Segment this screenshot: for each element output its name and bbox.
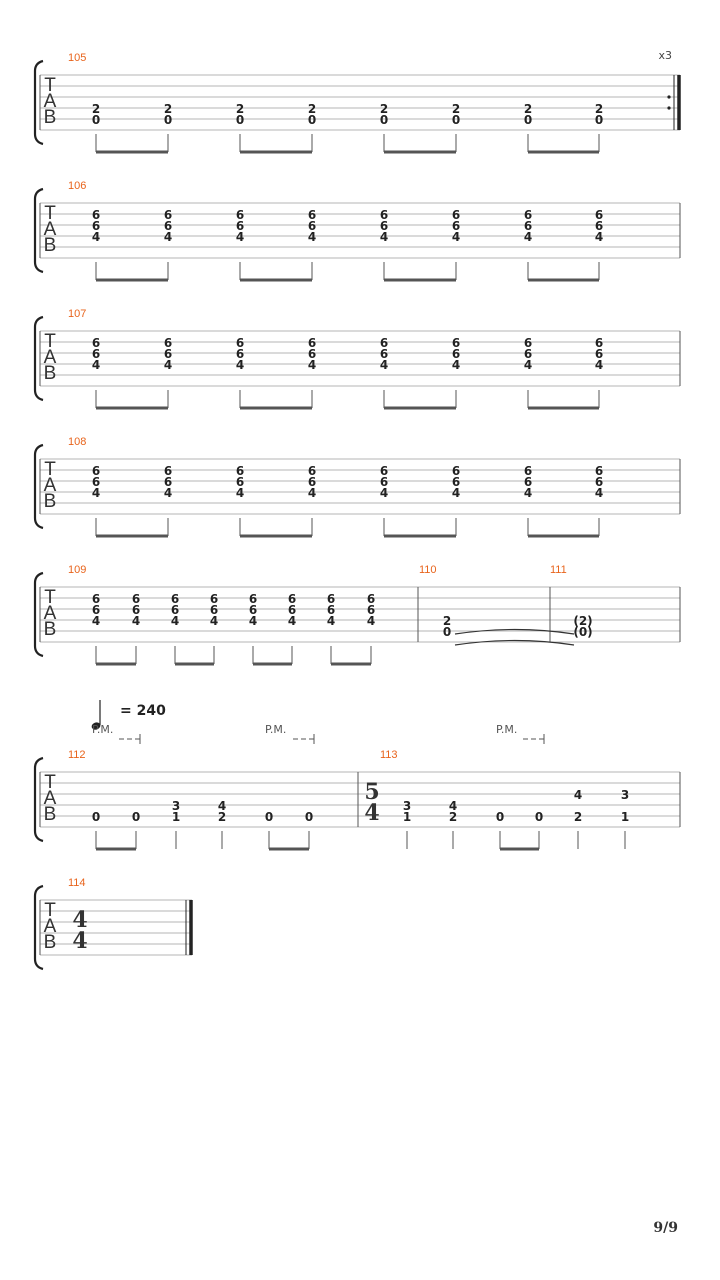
fret-number: 0 xyxy=(163,113,173,127)
palm-mute-label: P.M. xyxy=(265,723,287,736)
system-bracket xyxy=(35,189,43,272)
palm-mute-label: P.M. xyxy=(496,723,518,736)
tab-clef-letter: B xyxy=(43,619,57,640)
fret-number: 6 xyxy=(523,219,533,233)
fret-number: 2 xyxy=(448,810,458,824)
staff-system-4 xyxy=(35,436,680,536)
fret-number: 6 xyxy=(594,475,604,489)
fret-number: 6 xyxy=(451,219,461,233)
fret-number: 6 xyxy=(163,208,173,222)
tab-clef-letter: B xyxy=(43,932,57,953)
time-signature-top: 4 xyxy=(72,907,88,933)
bar-number: 107 xyxy=(68,308,87,320)
tab-clef-letter: A xyxy=(43,219,57,240)
system-bracket xyxy=(35,61,43,144)
fret-number: 0 xyxy=(495,810,505,824)
tab-clef-letter: B xyxy=(43,107,57,128)
fret-number: 2 xyxy=(523,102,533,116)
fret-number: 0 xyxy=(304,810,314,824)
fret-number: 4 xyxy=(451,358,461,372)
fret-number: 6 xyxy=(523,347,533,361)
fret-number: 6 xyxy=(307,208,317,222)
time-signature-top: 5 xyxy=(364,779,380,805)
fret-number: 4 xyxy=(307,486,317,500)
fret-number: 2 xyxy=(235,102,245,116)
fret-number: 6 xyxy=(594,347,604,361)
fret-number: 2 xyxy=(217,810,227,824)
fret-number: 6 xyxy=(235,336,245,350)
page-number: 9/9 xyxy=(653,1220,678,1236)
fret-number: 4 xyxy=(523,486,533,500)
fret-number: 6 xyxy=(379,464,389,478)
fret-number: 1 xyxy=(620,810,630,824)
fret-number: 6 xyxy=(91,336,101,350)
fret-number: 6 xyxy=(235,208,245,222)
tab-clef-letter: A xyxy=(43,91,57,112)
fret-number: 4 xyxy=(131,614,141,628)
fret-number: 3 xyxy=(620,788,630,802)
fret-number: 6 xyxy=(235,475,245,489)
fret-number: 0 xyxy=(442,625,452,639)
bar-number: 108 xyxy=(68,436,87,448)
fret-number: 4 xyxy=(235,486,245,500)
fret-number: 6 xyxy=(235,347,245,361)
fret-number: 6 xyxy=(379,336,389,350)
fret-number: 6 xyxy=(379,475,389,489)
fret-number: 6 xyxy=(307,219,317,233)
tab-clef-letter: T xyxy=(44,900,56,921)
fret-number: 0 xyxy=(451,113,461,127)
fret-number: 4 xyxy=(91,358,101,372)
tie-arc xyxy=(455,641,574,646)
fret-number: 6 xyxy=(170,603,180,617)
fret-number: 2 xyxy=(442,614,452,628)
tab-clef-letter: A xyxy=(43,603,57,624)
fret-number: 6 xyxy=(91,603,101,617)
tab-clef-letter: A xyxy=(43,475,57,496)
fret-number: 2 xyxy=(307,102,317,116)
fret-number: 6 xyxy=(307,347,317,361)
tempo-value: = 240 xyxy=(120,703,166,719)
fret-number: 4 xyxy=(523,230,533,244)
fret-number: 4 xyxy=(91,230,101,244)
fret-number: (2) xyxy=(573,614,593,628)
fret-number: 4 xyxy=(451,230,461,244)
fret-number: 0 xyxy=(379,113,389,127)
staff-system-7 xyxy=(35,877,192,969)
fret-number: 4 xyxy=(163,230,173,244)
fret-number: 6 xyxy=(209,603,219,617)
repeat-count: x3 xyxy=(658,49,672,62)
fret-number: 6 xyxy=(451,475,461,489)
fret-number: 4 xyxy=(594,358,604,372)
staff-system-6 xyxy=(35,749,680,849)
fret-number: 0 xyxy=(523,113,533,127)
tab-clef-letter: T xyxy=(44,459,56,480)
fret-number: 6 xyxy=(523,208,533,222)
fret-number: 4 xyxy=(379,358,389,372)
fret-number: 6 xyxy=(287,603,297,617)
tab-clef-letter: A xyxy=(43,788,57,809)
fret-number: 6 xyxy=(163,464,173,478)
fret-number: 3 xyxy=(402,799,412,813)
tab-clef-letter: T xyxy=(44,772,56,793)
fret-number: 6 xyxy=(91,208,101,222)
bar-number: 111 xyxy=(550,564,567,576)
fret-number: 6 xyxy=(248,592,258,606)
fret-number: 6 xyxy=(91,475,101,489)
fret-number: 0 xyxy=(235,113,245,127)
fret-number: 4 xyxy=(523,358,533,372)
fret-number: 0 xyxy=(534,810,544,824)
tab-clef-letter: T xyxy=(44,203,56,224)
fret-number: 4 xyxy=(209,614,219,628)
fret-number: 6 xyxy=(326,603,336,617)
fret-number: (0) xyxy=(573,625,593,639)
time-signature-bottom: 4 xyxy=(364,800,380,826)
fret-number: 1 xyxy=(171,810,181,824)
tab-clef-letter: T xyxy=(44,331,56,352)
staff-system-2 xyxy=(35,180,680,280)
staff-system-3 xyxy=(35,308,680,408)
fret-number: 6 xyxy=(451,464,461,478)
bar-number: 110 xyxy=(419,564,437,576)
system-bracket xyxy=(35,573,43,656)
palm-mute-label: P.M. xyxy=(92,723,114,736)
fret-number: 6 xyxy=(163,347,173,361)
time-signature-bottom: 4 xyxy=(72,928,88,954)
fret-number: 4 xyxy=(287,614,297,628)
fret-number: 6 xyxy=(209,592,219,606)
fret-number: 6 xyxy=(307,464,317,478)
repeat-dot xyxy=(667,95,670,98)
fret-number: 6 xyxy=(594,219,604,233)
palm-mute-marking xyxy=(265,723,314,744)
fret-number: 4 xyxy=(594,486,604,500)
fret-number: 6 xyxy=(91,464,101,478)
fret-number: 4 xyxy=(448,799,458,813)
fret-number: 4 xyxy=(379,486,389,500)
bar-number: 109 xyxy=(68,564,87,576)
fret-number: 2 xyxy=(91,102,101,116)
fret-number: 6 xyxy=(366,603,376,617)
tab-clef-letter: B xyxy=(43,235,57,256)
fret-number: 6 xyxy=(307,336,317,350)
fret-number: 4 xyxy=(235,230,245,244)
fret-number: 6 xyxy=(379,347,389,361)
tab-clef-letter: A xyxy=(43,916,57,937)
fret-number: 4 xyxy=(217,799,227,813)
fret-number: 2 xyxy=(163,102,173,116)
fret-number: 6 xyxy=(594,464,604,478)
fret-number: 6 xyxy=(235,219,245,233)
fret-number: 0 xyxy=(91,810,101,824)
fret-number: 4 xyxy=(248,614,258,628)
palm-mute-marking xyxy=(496,723,544,744)
fret-number: 4 xyxy=(170,614,180,628)
fret-number: 6 xyxy=(163,219,173,233)
tab-clef-letter: B xyxy=(43,804,57,825)
fret-number: 6 xyxy=(307,475,317,489)
fret-number: 6 xyxy=(131,592,141,606)
fret-number: 6 xyxy=(523,464,533,478)
palm-mute-marking xyxy=(92,723,140,744)
fret-number: 6 xyxy=(379,219,389,233)
fret-number: 0 xyxy=(91,113,101,127)
repeat-dot xyxy=(667,106,670,109)
fret-number: 3 xyxy=(171,799,181,813)
tie-arc xyxy=(455,630,574,635)
fret-number: 6 xyxy=(379,208,389,222)
fret-number: 0 xyxy=(594,113,604,127)
fret-number: 6 xyxy=(523,336,533,350)
fret-number: 4 xyxy=(235,358,245,372)
bar-number: 114 xyxy=(68,877,86,889)
tab-clef-letter: T xyxy=(44,75,56,96)
tab-clef-letter: T xyxy=(44,587,56,608)
fret-number: 6 xyxy=(451,336,461,350)
fret-number: 4 xyxy=(451,486,461,500)
system-bracket xyxy=(35,886,43,969)
fret-number: 0 xyxy=(307,113,317,127)
tab-clef-letter: B xyxy=(43,363,57,384)
fret-number: 6 xyxy=(170,592,180,606)
fret-number: 4 xyxy=(163,358,173,372)
fret-number: 0 xyxy=(131,810,141,824)
bar-number: 105 xyxy=(68,52,87,64)
fret-number: 4 xyxy=(91,614,101,628)
fret-number: 4 xyxy=(326,614,336,628)
fret-number: 6 xyxy=(91,347,101,361)
fret-number: 6 xyxy=(287,592,297,606)
fret-number: 6 xyxy=(594,336,604,350)
tab-clef-letter: B xyxy=(43,491,57,512)
fret-number: 6 xyxy=(523,475,533,489)
fret-number: 6 xyxy=(91,219,101,233)
bar-number: 106 xyxy=(68,180,87,192)
fret-number: 2 xyxy=(573,810,583,824)
fret-number: 6 xyxy=(594,208,604,222)
system-bracket xyxy=(35,317,43,400)
fret-number: 6 xyxy=(163,336,173,350)
fret-number: 4 xyxy=(163,486,173,500)
system-bracket xyxy=(35,445,43,528)
fret-number: 2 xyxy=(451,102,461,116)
bar-number: 112 xyxy=(68,749,86,761)
fret-number: 4 xyxy=(379,230,389,244)
fret-number: 4 xyxy=(307,358,317,372)
fret-number: 6 xyxy=(366,592,376,606)
fret-number: 1 xyxy=(402,810,412,824)
staff-system-5 xyxy=(35,564,680,664)
fret-number: 2 xyxy=(594,102,604,116)
bar-number: 113 xyxy=(380,749,398,761)
fret-number: 6 xyxy=(451,208,461,222)
fret-number: 6 xyxy=(248,603,258,617)
fret-number: 6 xyxy=(235,464,245,478)
fret-number: 4 xyxy=(573,788,583,802)
tab-clef-letter: A xyxy=(43,347,57,368)
fret-number: 2 xyxy=(379,102,389,116)
fret-number: 4 xyxy=(307,230,317,244)
fret-number: 0 xyxy=(264,810,274,824)
staff-system-1 xyxy=(35,49,680,152)
fret-number: 4 xyxy=(366,614,376,628)
fret-number: 6 xyxy=(91,592,101,606)
system-bracket xyxy=(35,758,43,841)
fret-number: 4 xyxy=(91,486,101,500)
fret-number: 6 xyxy=(131,603,141,617)
fret-number: 6 xyxy=(326,592,336,606)
fret-number: 6 xyxy=(163,475,173,489)
fret-number: 6 xyxy=(451,347,461,361)
fret-number: 4 xyxy=(594,230,604,244)
